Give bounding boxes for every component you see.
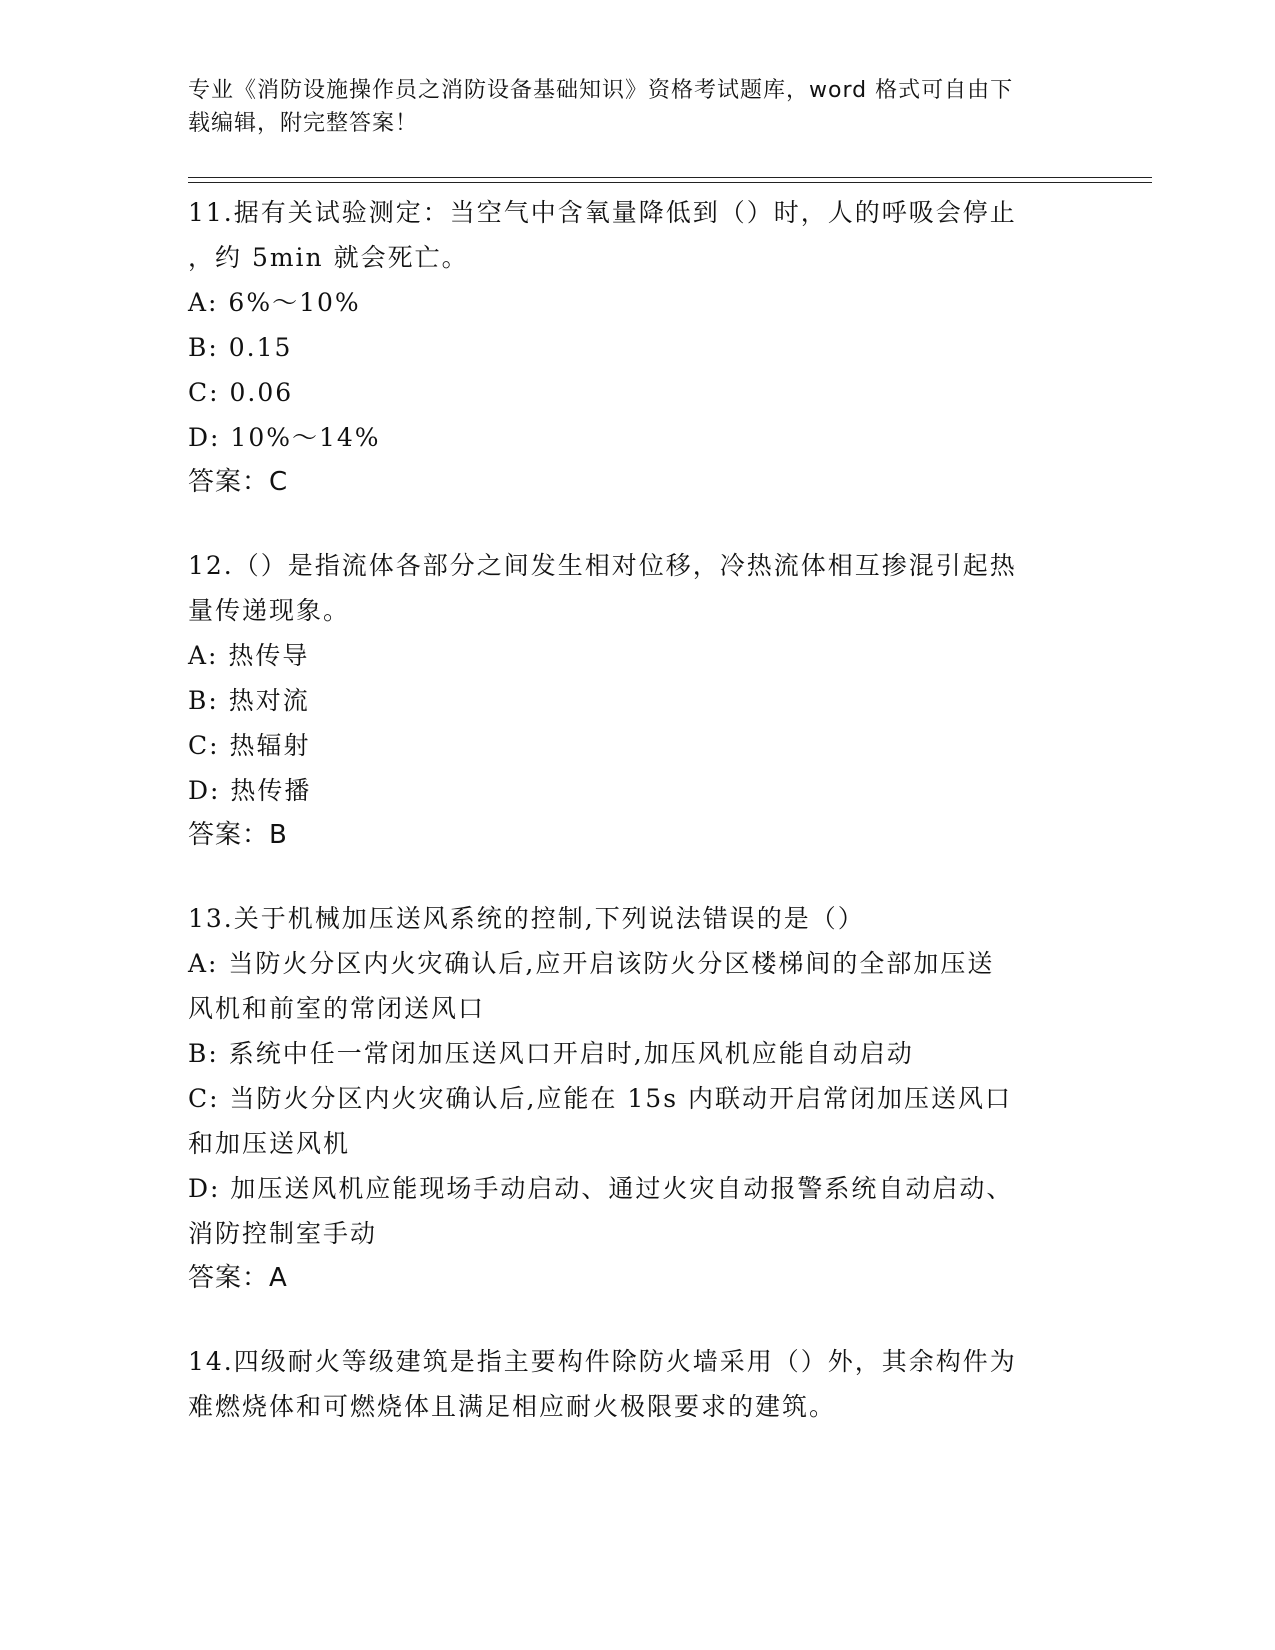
document-header [188,74,1068,140]
option-b: B: 热对流 [188,686,310,715]
option-d: D: 加压送风机应能现场手动启动、通过火灾自动报警系统自动启动、 [188,1174,1014,1203]
question-text-line: 量传递现象。 [188,596,351,625]
header-rule-bottom [188,182,1152,183]
option-c-continued: 和加压送风机 [188,1129,351,1158]
option-d: D: 热传播 [188,776,312,805]
question-text-line: 13.关于机械加压送风系统的控制,下列说法错误的是（） [188,904,865,933]
option-c: C: 当防火分区内火灾确认后,应能在 15s 内联动开启常闭加压送风口 [188,1084,1012,1113]
question-text-line: 12.（）是指流体各部分之间发生相对位移，冷热流体相互掺混引起热 [188,551,1017,580]
option-b: B: 系统中任一常闭加压送风口开启时,加压风机应能自动启动 [188,1039,914,1068]
option-d: D: 10%～14% [188,423,381,452]
question-text-line: 11.据有关试验测定：当空气中含氧量降低到（）时，人的呼吸会停止 [188,198,1017,227]
header-rule-top [188,177,1152,178]
answer: 答案：B [188,820,288,850]
question-11 [188,190,1088,505]
answer: 答案：A [188,1263,288,1293]
question-13 [188,896,1088,1301]
option-a: A: 6%～10% [188,288,361,317]
question-14 [188,1339,1088,1429]
header-line-2: 载编辑，附完整答案！ [188,111,419,136]
question-text-line: 难燃烧体和可燃烧体且满足相应耐火极限要求的建筑。 [188,1392,837,1421]
question-text-line: ，约 5min 就会死亡。 [188,243,469,272]
option-a-continued: 风机和前室的常闭送风口 [188,994,486,1023]
option-d-continued: 消防控制室手动 [188,1219,378,1248]
option-c: C: 0.06 [188,378,294,407]
option-c: C: 热辐射 [188,731,311,760]
question-list [188,190,1088,1467]
header-line-1: 专业《消防设施操作员之消防设备基础知识》资格考试题库，word 格式可自由下 [188,78,1014,103]
answer: 答案：C [188,467,289,497]
option-a: A: 当防火分区内火灾确认后,应开启该防火分区楼梯间的全部加压送 [188,949,995,978]
option-b: B: 0.15 [188,333,293,362]
question-12 [188,543,1088,858]
option-a: A: 热传导 [188,641,310,670]
question-text-line: 14.四级耐火等级建筑是指主要构件除防火墙采用（）外，其余构件为 [188,1347,1017,1376]
